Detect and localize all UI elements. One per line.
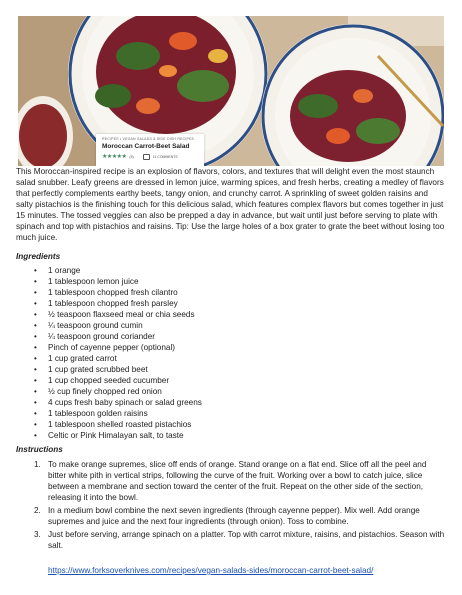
ingredient-item: • Celtic or Pink Himalayan salt, to taste	[16, 430, 436, 441]
card-breadcrumb: RECIPES • VEGAN SALADS & SIDE DISH RECIPES	[102, 137, 195, 141]
comments-count: 11 COMMENTS	[152, 155, 178, 159]
step-text: In a medium bowl combine the next seven ingredients (through cayenne pepper). Mix well. Add orange supremes and juice and the next four ingredients (through onion). Toss to combine.	[48, 506, 420, 526]
card-meta	[102, 154, 198, 160]
ingredients-heading: Ingredients	[16, 252, 61, 261]
hero-image	[18, 16, 444, 166]
step-number: 3.	[34, 530, 41, 539]
ingredient-item: • 1 tablespoon chopped fresh parsley	[16, 298, 436, 309]
ingredient-item: • 1 cup grated scrubbed beet	[16, 364, 436, 375]
ingredient-item: • ½ cup finely chopped red onion	[16, 386, 436, 397]
ingredient-item: • ¼ teaspoon ground cumin	[16, 320, 436, 331]
ingredient-item: • 1 cup grated carrot	[16, 353, 436, 364]
ingredient-item: • 1 tablespoon golden raisins	[16, 408, 436, 419]
instruction-step	[16, 505, 446, 527]
ingredient-item: • Pinch of cayenne pepper (optional)	[16, 342, 436, 353]
ingredient-item: • 1 cup chopped seeded cucumber	[16, 375, 436, 386]
ingredient-item: • 1 tablespoon chopped fresh cilantro	[16, 287, 436, 298]
ingredient-item: • 1 orange	[16, 265, 436, 276]
recipe-card	[96, 134, 204, 166]
step-text: Just before serving, arrange spinach on a platter. Top with carrot mixture, raisins, and pistachios. Season with salt.	[48, 530, 445, 550]
step-number: 1.	[34, 460, 41, 469]
instruction-step	[16, 529, 446, 551]
card-title: Moroccan Carrot-Beet Salad	[102, 143, 190, 150]
instructions-heading: Instructions	[16, 445, 63, 454]
source-link[interactable]: https://www.forksoverknives.com/recipes/vegan-salads-sides/moroccan-carrot-beet-salad/	[48, 566, 374, 575]
instructions-list	[16, 459, 446, 553]
ingredient-item: • 4 cups fresh baby spinach or salad greens	[16, 397, 436, 408]
intro-paragraph: This Moroccan-inspired recipe is an explosion of flavors, colors, and textures that will delight even the most staunch salad snubber. Leafy greens are dressed in lemon juice, warming spices, and fresh herbs, creating a medley of flavors that perfectly complements earthy beets, tangy onion, and crunchy carrot. A sprinkling of sweet golden raisins and salty pistachios is the finishing touch for this delicious salad, which features complex flavors but comes together in just 15 minutes. The tossed veggies can also be prepped a day in advance, but wait until just before serving to plate with spinach and top with pistachios and raisins. Tip: Use the large holes of a box grater to grate the beet without losing too much juice.	[16, 167, 445, 242]
comment-icon	[143, 154, 150, 160]
step-number: 2.	[34, 506, 41, 515]
rating-count: (5)	[129, 155, 134, 159]
ingredient-item: • ½ teaspoon flaxseed meal or chia seeds	[16, 309, 436, 320]
ingredient-item: • ¼ teaspoon ground coriander	[16, 331, 436, 342]
salad-photo	[18, 16, 444, 166]
ingredient-item: • 1 tablespoon shelled roasted pistachios	[16, 419, 436, 430]
instruction-step	[16, 459, 446, 503]
ingredients-list	[16, 265, 436, 441]
step-text: To make orange supremes, slice off ends of orange. Stand orange on a flat end. Slice off all the peel and bitter white pith in vertical strips, following the curve of the fruit. Working over a bowl to catch juice, slice between a membrane and section toward the center of the fruit. Repeat on the other side of the section, releasing it into the bowl.	[48, 460, 427, 502]
rating-stars-icon: ★★★★★	[102, 154, 127, 160]
ingredient-item: • 1 tablespoon lemon juice	[16, 276, 436, 287]
